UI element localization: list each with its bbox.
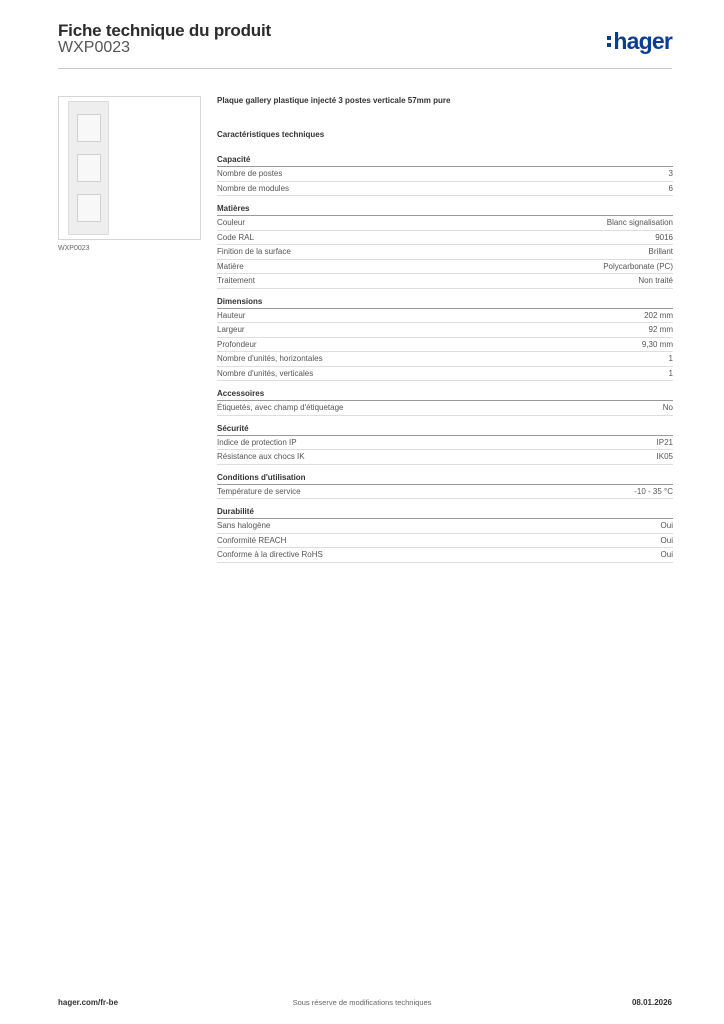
product-reference: WXP0023 [58, 39, 131, 56]
spec-label: Traitement [217, 276, 255, 285]
spec-value: Non traité [638, 276, 673, 285]
footer-date: 08.01.2026 [631, 998, 672, 1007]
section-title: Dimensions [217, 297, 673, 309]
header-divider [58, 68, 672, 69]
spec-value: IK05 [656, 452, 673, 461]
spec-label: Sans halogène [217, 521, 271, 530]
hager-logo [607, 28, 672, 55]
spec-label: Conformité REACH [217, 535, 287, 545]
spec-label: Étiquetés, avec champ d'étiquetage [217, 403, 344, 412]
spec-row [217, 231, 673, 246]
logo-dots-icon [607, 36, 611, 47]
spec-row [217, 167, 673, 182]
logo-text: hager [613, 28, 672, 54]
spec-value: Brillant [648, 247, 673, 256]
page-title: Fiche technique du produit [58, 21, 271, 40]
spec-label: Conforme à la directive RoHS [217, 550, 323, 559]
spec-label: Finition de la surface [217, 247, 291, 256]
spec-row [217, 548, 673, 563]
spec-value: No [662, 403, 673, 412]
product-image [58, 96, 201, 240]
spec-section [217, 389, 673, 416]
spec-label: Nombre de postes [217, 169, 283, 178]
spec-section [217, 204, 673, 289]
footer-website[interactable]: hager.com/fr-be [58, 998, 119, 1007]
spec-label: Couleur [217, 218, 246, 227]
spec-row [217, 534, 673, 549]
spec-value: Oui [660, 550, 673, 559]
spec-value: 3 [668, 169, 673, 178]
spec-row [217, 367, 673, 382]
spec-label: Largeur [217, 325, 245, 334]
section-title: Accessoires [217, 389, 673, 401]
spec-value: Oui [660, 521, 673, 530]
spec-sections [217, 155, 673, 563]
spec-row [217, 519, 673, 534]
spec-row [217, 338, 673, 353]
spec-section [217, 424, 673, 465]
spec-value: 202 mm [644, 310, 673, 320]
spec-value: Polycarbonate (PC) [603, 261, 673, 271]
image-caption: WXP0023 [58, 245, 90, 252]
spec-value: IP21 [656, 437, 673, 447]
plate-slot-2 [77, 154, 101, 182]
section-title: Conditions d'utilisation [217, 473, 673, 485]
spec-section [217, 507, 673, 563]
plate-slot-1 [77, 114, 101, 142]
spec-value: 1 [668, 354, 673, 363]
spec-row [217, 274, 673, 289]
spec-row [217, 450, 673, 465]
spec-row [217, 245, 673, 260]
spec-value: Oui [660, 535, 673, 545]
spec-row [217, 485, 673, 500]
plate-slot-3 [77, 194, 101, 222]
plate-illustration [68, 101, 109, 235]
section-title: Capacité [217, 155, 673, 167]
spec-row [217, 436, 673, 451]
spec-label: Nombre d'unités, verticales [217, 368, 314, 378]
spec-row [217, 260, 673, 275]
section-title: Durabilité [217, 507, 673, 519]
spec-row [217, 352, 673, 367]
spec-section [217, 155, 673, 196]
spec-row [217, 309, 673, 324]
spec-value: 1 [668, 368, 673, 378]
spec-content [217, 96, 673, 571]
spec-label: Matière [217, 261, 244, 271]
spec-label: Hauteur [217, 310, 246, 320]
spec-label: Température de service [217, 486, 301, 496]
spec-value: 6 [668, 183, 673, 193]
spec-label: Résistance aux chocs IK [217, 452, 305, 461]
spec-label: Nombre d'unités, horizontales [217, 354, 323, 363]
spec-row [217, 182, 673, 197]
spec-section [217, 297, 673, 382]
product-description: Plaque gallery plastique injecté 3 postes verticale 57mm pure [217, 96, 451, 105]
spec-value: 9,30 mm [641, 339, 673, 349]
section-title: Matières [217, 204, 673, 216]
footer-notice: Sous réserve de modifications techniques [292, 998, 432, 1007]
spec-value: -10 - 35 °C [634, 486, 673, 496]
spec-label: Code RAL [217, 232, 254, 242]
section-title: Sécurité [217, 424, 673, 436]
spec-value: 9016 [655, 232, 673, 242]
spec-row [217, 216, 673, 231]
spec-section [217, 473, 673, 500]
spec-value: Blanc signalisation [606, 218, 673, 227]
spec-row [217, 323, 673, 338]
spec-row [217, 401, 673, 416]
spec-label: Profondeur [217, 339, 257, 349]
tech-characteristics-title: Caractéristiques techniques [217, 130, 325, 139]
spec-value: 92 mm [648, 325, 673, 334]
spec-label: Nombre de modules [217, 183, 290, 193]
spec-label: Indice de protection IP [217, 437, 297, 447]
